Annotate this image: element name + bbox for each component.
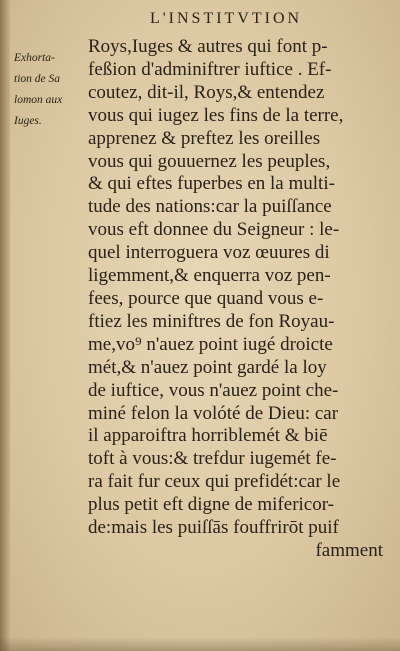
page-bottom-edge bbox=[0, 637, 400, 651]
text-line: ligemment,& enquerra voz pen- bbox=[88, 265, 331, 287]
text-line: me,vo⁹ n'auez point iugé droicte bbox=[88, 333, 333, 355]
text-line: plus petit eft digne de mifericor- bbox=[88, 494, 335, 516]
margin-note bbox=[14, 48, 86, 132]
text-line: mét,& n'auez point gardé la loy bbox=[88, 356, 327, 378]
text-line: quel interroguera voz œuures di bbox=[88, 242, 330, 264]
text-line: ftiez les miniftres de fon Royau- bbox=[88, 310, 335, 332]
body-text bbox=[88, 36, 383, 563]
text-line: coutez, dit-il, Roys,& entendez bbox=[88, 81, 325, 103]
margin-note-line: Exhorta- bbox=[14, 52, 55, 64]
text-line: feßion d'adminiftrer iuftice . Ef- bbox=[88, 58, 332, 80]
margin-note-line: lomon aux bbox=[14, 94, 63, 106]
running-head: L'INSTITVTION bbox=[150, 10, 303, 27]
text-line: de iuftice, vous n'auez point che- bbox=[88, 379, 339, 401]
text-line: toft à vous:& trefdur iugemét fe- bbox=[88, 448, 337, 470]
text-line: de:mais les puiſſās fouffrirōt puif bbox=[88, 517, 339, 539]
text-line: miné felon la volóté de Dieu: car bbox=[88, 402, 339, 424]
margin-note-line: Iuges. bbox=[14, 115, 42, 127]
text-line: vous qui iugez les fins de la terre, bbox=[88, 104, 344, 126]
page-gutter bbox=[0, 0, 10, 651]
margin-note-line: tion de Sa bbox=[14, 73, 60, 85]
text-line: ra fait fur ceux qui prefidét:car le bbox=[88, 471, 341, 493]
text-line: apprenez & preftez les oreilles bbox=[88, 127, 321, 149]
text-line: fees, pource que quand vous e- bbox=[88, 287, 324, 309]
catchword: famment bbox=[315, 539, 383, 561]
text-line: & qui eftes fuperbes en la multi- bbox=[88, 173, 335, 195]
text-line: il apparoiftra horriblemét & biē bbox=[88, 425, 328, 447]
text-line: vous qui gouuernez les peuples, bbox=[88, 150, 331, 172]
text-line: tude des nations:car la puiſſance bbox=[88, 196, 332, 218]
text-line: Roys,Iuges & autres qui font p- bbox=[88, 36, 328, 57]
text-line: vous eft donnee du Seigneur : le- bbox=[88, 219, 340, 241]
